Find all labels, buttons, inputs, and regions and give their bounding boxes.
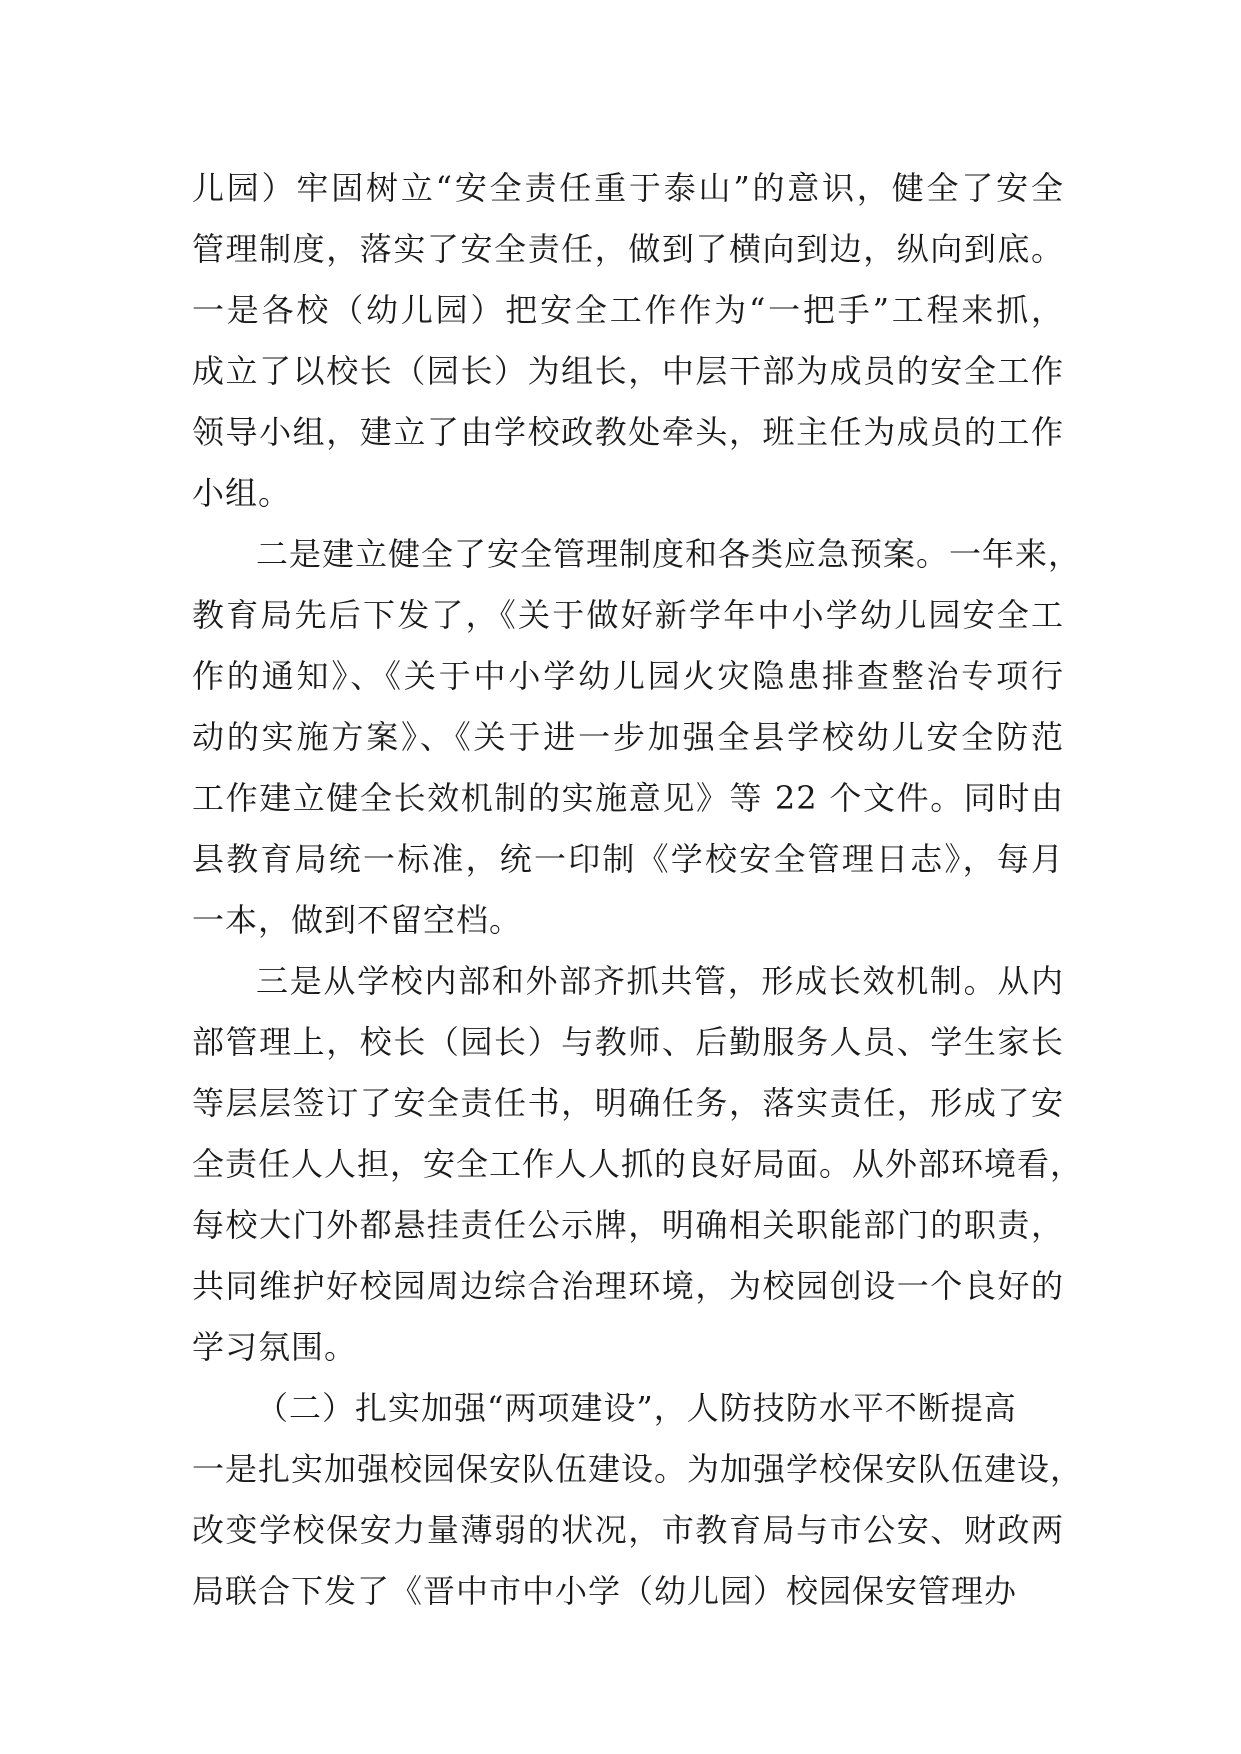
text-line: 成立了以校长（园长）为组长，中层干部为成员的安全工作 (192, 352, 1064, 390)
text-line: （二）扎实加强“两项建设”，人防技防水平不断提高 (256, 1389, 1017, 1427)
text-line: 小组。 (192, 474, 292, 512)
text-line: 三是从学校内部和外部齐抓共管，形成长效机制。从内 (256, 962, 1064, 1000)
text-line: 动的实施方案》、《关于进一步加强全县学校幼儿安全防范 (192, 718, 1064, 756)
paragraph (192, 1378, 1064, 1439)
text-line: 教育局先后下发了，《关于做好新学年中小学幼儿园安全工 (192, 596, 1064, 634)
text-line: 工作建立健全长效机制的实施意见》等 22 个文件。同时由 (192, 779, 1064, 817)
paragraph (192, 951, 1084, 1378)
text-line: 局联合下发了《晋中市中小学（幼儿园）校园保安管理办 (192, 1572, 1018, 1610)
text-line: 领导小组，建立了由学校政教处牵头，班主任为成员的工作 (192, 413, 1064, 451)
paragraph (192, 524, 1082, 951)
text-line: 每校大门外都悬挂责任公示牌，明确相关职能部门的职责， (192, 1206, 1064, 1244)
text-line: 共同维护好校园周边综合治理环境，为校园创设一个良好的 (192, 1267, 1064, 1305)
document-body (192, 158, 1084, 1622)
text-line: 一本，做到不留空档。 (192, 901, 523, 939)
text-line: 改变学校保安力量薄弱的状况，市教育局与市公安、财政两 (192, 1511, 1064, 1549)
text-line: 一是各校（幼儿园）把安全工作作为“一把手”工程来抓， (192, 291, 1064, 329)
paragraph (192, 158, 1064, 524)
text-line: 管理制度，落实了安全责任，做到了横向到边，纵向到底。 (192, 230, 1064, 268)
text-line: 二是建立健全了安全管理制度和各类应急预案。一年来， (256, 535, 1082, 573)
text-line: 学习氛围。 (192, 1328, 358, 1366)
text-line: 儿园）牢固树立“安全责任重于泰山”的意识，健全了安全 (192, 169, 1064, 207)
text-line: 全责任人人担，安全工作人人抓的良好局面。从外部环境看， (192, 1145, 1084, 1183)
text-line: 一是扎实加强校园保安队伍建设。为加强学校保安队伍建设， (192, 1450, 1084, 1488)
text-line: 作的通知》、《关于中小学幼儿园火灾隐患排查整治专项行 (192, 657, 1064, 695)
text-line: 等层层签订了安全责任书，明确任务，落实责任，形成了安 (192, 1084, 1064, 1122)
text-line: 县教育局统一标准，统一印制《学校安全管理日志》，每月 (192, 840, 1064, 878)
paragraph (192, 1439, 1084, 1622)
text-line: 部管理上，校长（园长）与教师、后勤服务人员、学生家长 (192, 1023, 1064, 1061)
